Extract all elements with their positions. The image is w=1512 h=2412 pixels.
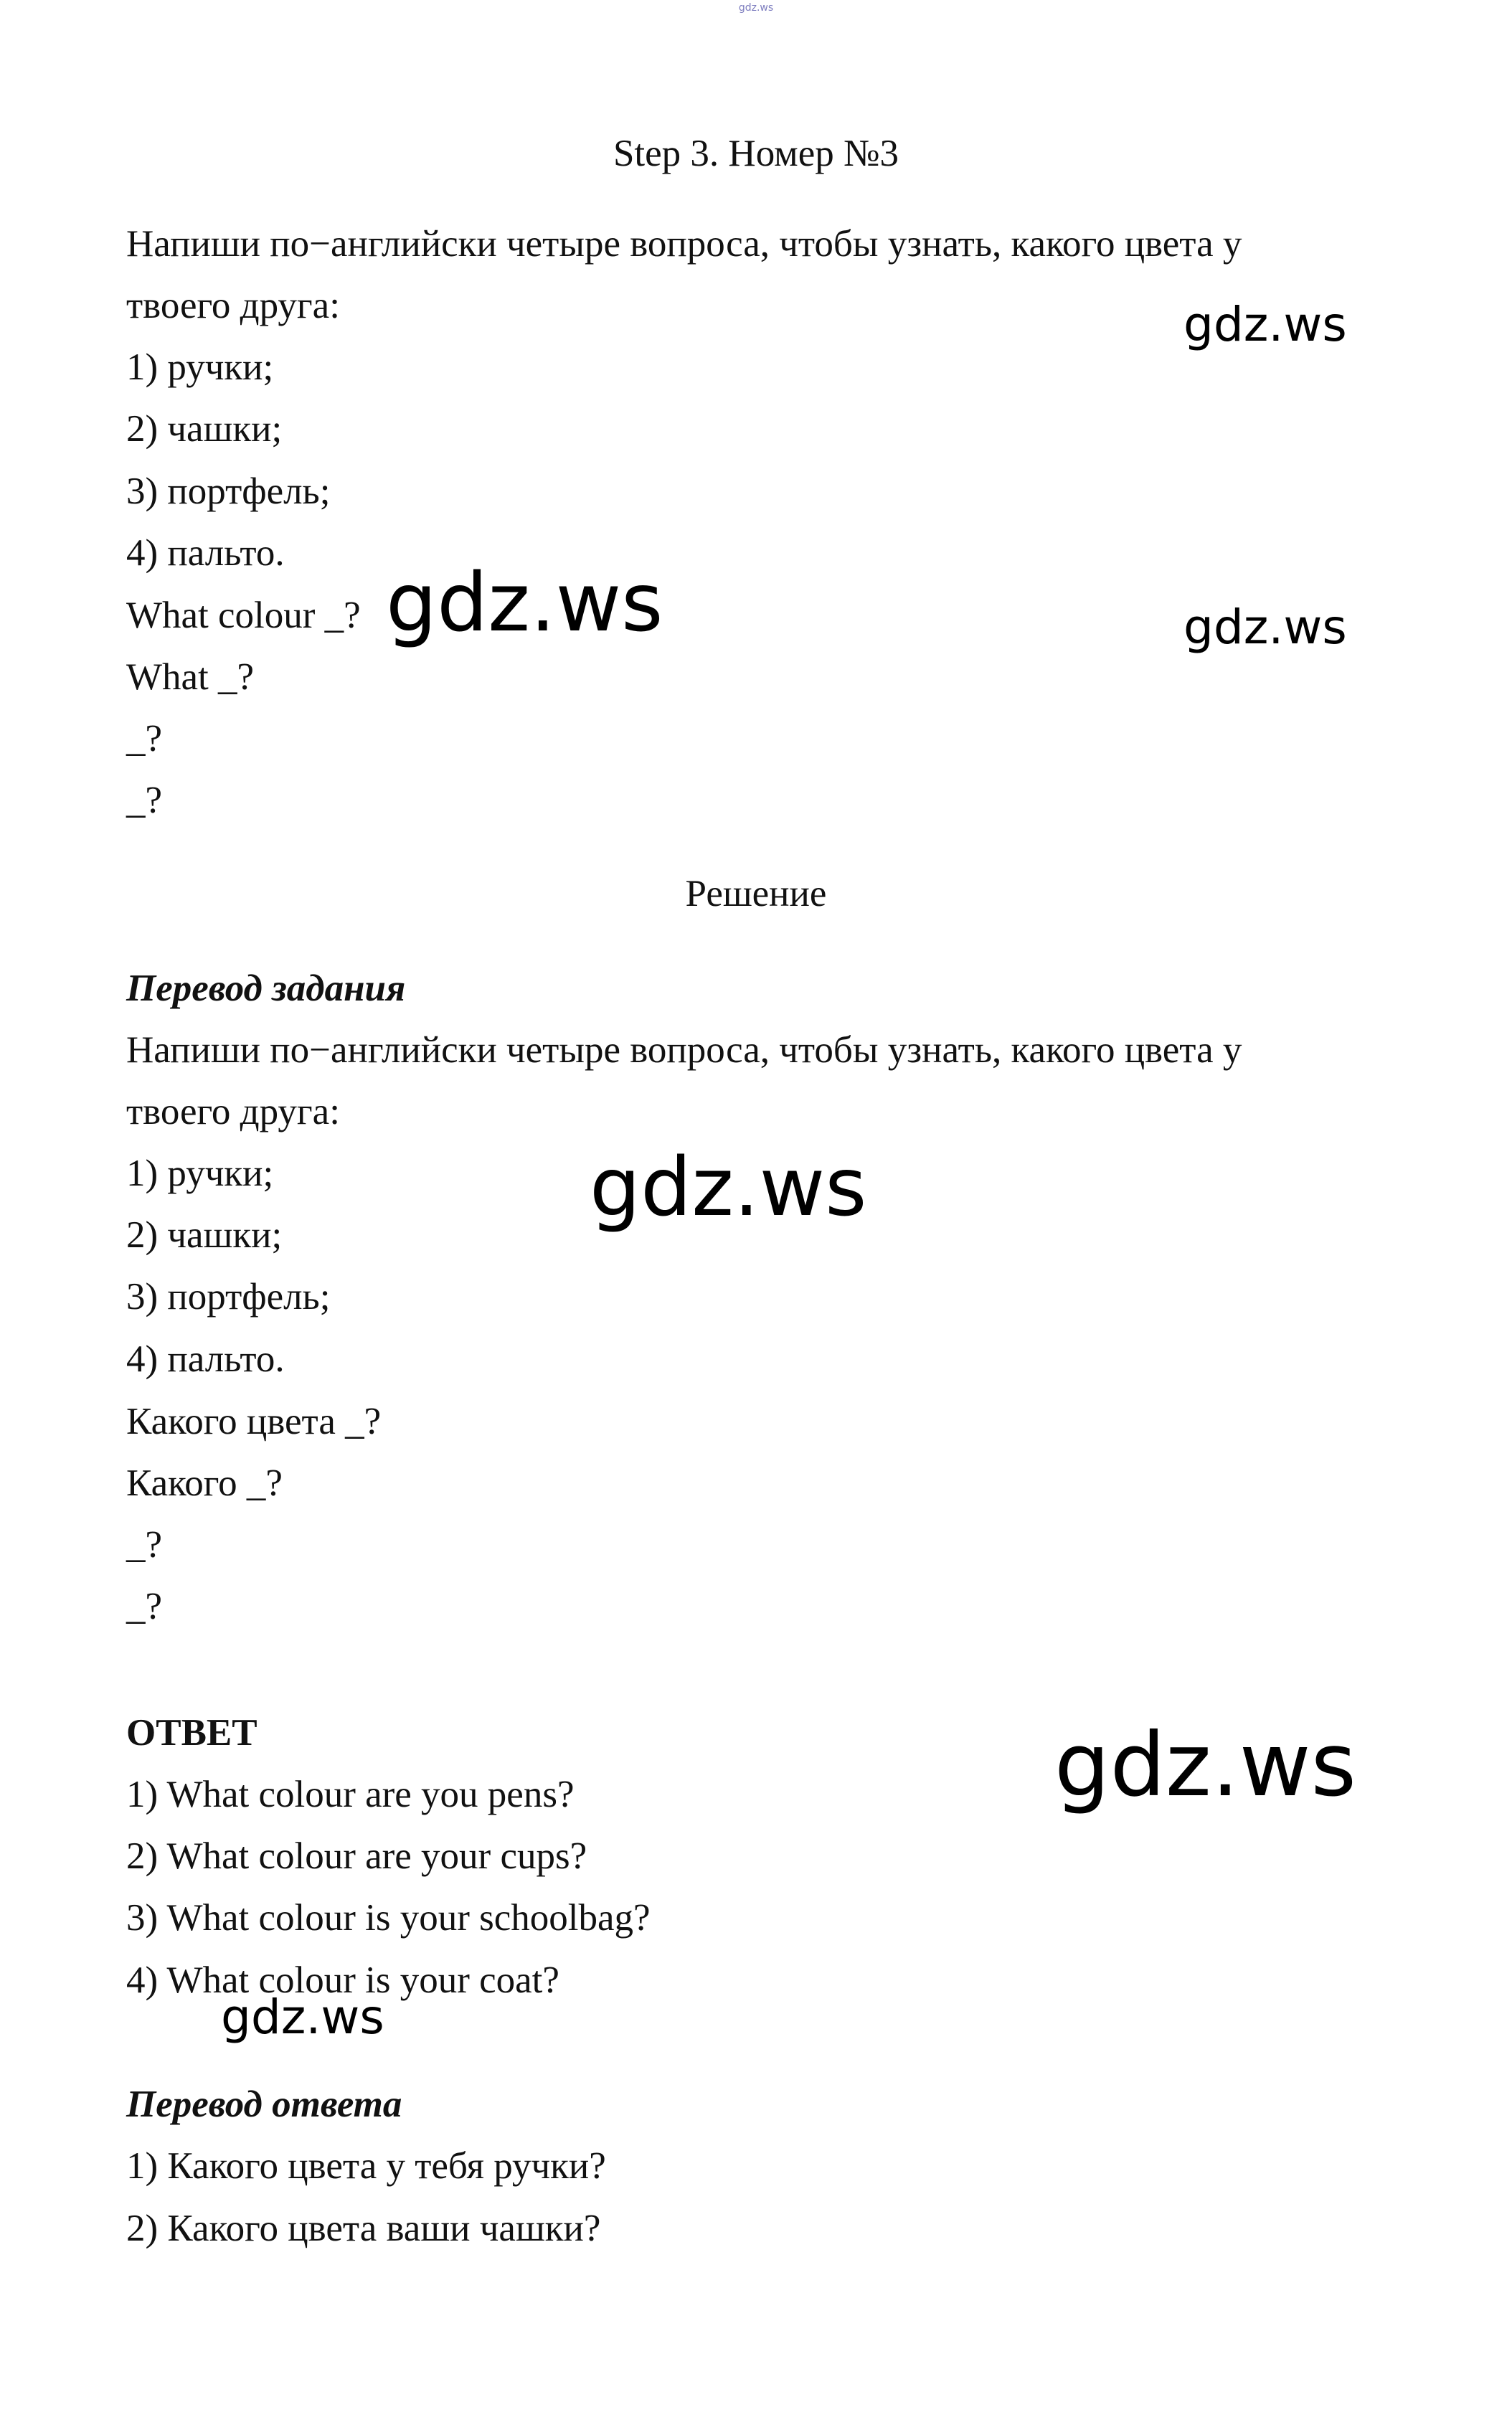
answer-item-3: 3) What colour is your schoolbag? [126,1897,651,1939]
task-text-line-1: Напиши по−английски четыре вопроса, чтобы узнать, какого цвета у [126,223,1242,265]
answer-item-4: 4) What colour is your coat? [126,1959,559,2001]
solution-item-3: 3) портфель; [126,1276,331,1318]
solution-item-1: 1) ручки; [126,1153,274,1194]
watermark-6: gdz.ws [221,1990,384,2045]
solution-item-2: 2) чашки; [126,1214,283,1256]
task-text-line-2: твоего друга: [126,285,340,326]
top-site-mark: gdz.ws [738,2,774,14]
solution-text-line-2: твоего друга: [126,1091,340,1132]
solution-prompt-1: Какого цвета _? [126,1401,382,1442]
watermark-1: gdz.ws [1183,297,1347,352]
task-item-3: 3) портфель; [126,470,331,512]
answer-item-1: 1) What colour are you pens? [126,1774,575,1815]
task-prompt-1: What colour _? [126,595,361,636]
translation-title: Перевод задания [126,968,406,1009]
solution-prompt-2: Какого _? [126,1462,283,1504]
solution-heading: Решение [685,873,827,914]
task-prompt-4: _? [126,780,163,821]
task-heading: Step 3. Номер №3 [613,133,899,174]
answer-translation-title: Перевод ответа [126,2084,402,2125]
watermark-5: gdz.ws [1054,1714,1357,1816]
watermark-2: gdz.ws [386,557,663,650]
solution-prompt-3: _? [126,1524,163,1566]
answer-translation-item-1: 1) Какого цвета у тебя ручки? [126,2145,606,2187]
task-prompt-3: _? [126,718,163,760]
task-item-4: 4) пальто. [126,532,285,574]
task-prompt-2: What _? [126,656,255,698]
watermark-4: gdz.ws [590,1141,867,1234]
task-item-1: 1) ручки; [126,346,274,388]
answer-translation-item-2: 2) Какого цвета ваши чашки? [126,2208,601,2249]
solution-prompt-4: _? [126,1586,163,1627]
answer-item-2: 2) What colour are your cups? [126,1835,587,1877]
watermark-3: gdz.ws [1183,600,1347,655]
solution-item-4: 4) пальто. [126,1338,285,1380]
solution-text-line-1: Напиши по−английски четыре вопроса, чтобы узнать, какого цвета у [126,1029,1242,1071]
answer-title: ОТВЕТ [126,1712,257,1754]
task-item-2: 2) чашки; [126,408,283,450]
